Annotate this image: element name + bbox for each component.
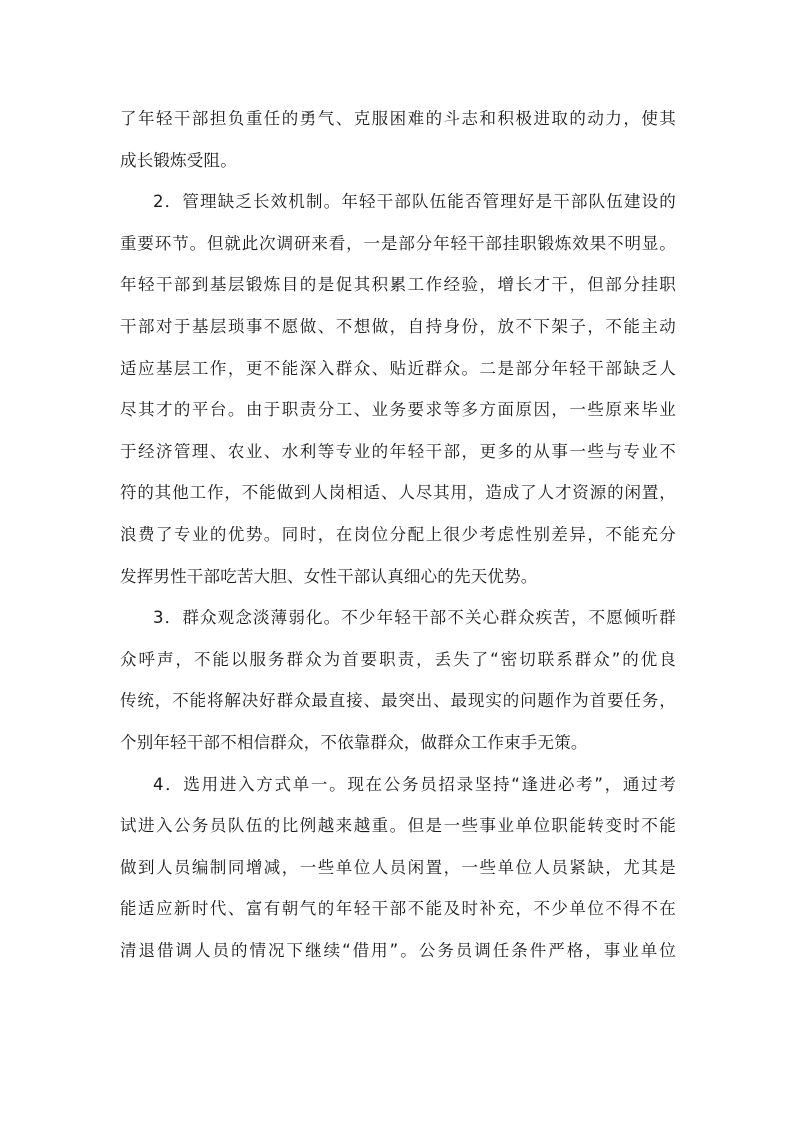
text-line: 试进入公务员队伍的比例越来越重。但是一些事业单位职能转变时不能: [120, 816, 676, 836]
text-line: 个别年轻干部不相信群众，不依靠群众，做群众工作束手无策。: [120, 732, 588, 752]
text-line: 清退借调人员的情况下继续“借用”。公务员调任条件严格，事业单位: [120, 940, 676, 960]
text-line: 2．管理缺乏长效机制。年轻干部队伍能否管理好是干部队伍建设的: [153, 192, 676, 212]
text-line: 传统，不能将解决好群众最直接、最突出、最现实的问题作为首要任务，: [120, 691, 676, 711]
text-line: 符的其他工作，不能做到人岗相适、人尽其用，造成了人才资源的闲置，: [120, 483, 676, 503]
body-text: [120, 98, 676, 971]
text-line: 年轻干部到基层锻炼目的是促其积累工作经验，增长才干，但部分挂职: [120, 275, 676, 295]
text-line: 干部对于基层琐事不愿做、不想做，自持身份，放不下架子，不能主动: [120, 316, 676, 336]
text-line: 3．群众观念淡薄弱化。不少年轻干部不关心群众疾苦，不愿倾听群: [153, 608, 676, 628]
text-line: 浪费了专业的优势。同时，在岗位分配上很少考虑性别差异，不能充分: [120, 524, 676, 544]
text-line: 重要环节。但就此次调研来看，一是部分年轻干部挂职锻炼效果不明显。: [120, 233, 676, 253]
text-line: 能适应新时代、富有朝气的年轻干部不能及时补充，不少单位不得不在: [120, 899, 676, 919]
text-line: 做到人员编制同增减，一些单位人员闲置，一些单位人员紧缺，尤其是: [120, 857, 676, 877]
text-line: 发挥男性干部吃苦大胆、女性干部认真细心的先天优势。: [120, 566, 538, 586]
text-line: 于经济管理、农业、水利等专业的年轻干部，更多的从事一些与专业不: [120, 441, 676, 461]
text-line: 尽其才的平台。由于职责分工、业务要求等多方面原因，一些原来毕业: [120, 400, 676, 420]
text-line: 众呼声，不能以服务群众为首要职责，丢失了“密切联系群众”的优良: [120, 649, 676, 669]
text-line: 适应基层工作，更不能深入群众、贴近群众。二是部分年轻干部缺乏人: [120, 358, 676, 378]
text-line: 成长锻炼受阻。: [120, 150, 237, 170]
text-line: 4．选用进入方式单一。现在公务员招录坚持“逢进必考”，通过考: [153, 774, 676, 794]
text-line: 了年轻干部担负重任的勇气、克服困难的斗志和积极进取的动力，使其: [120, 109, 676, 128]
